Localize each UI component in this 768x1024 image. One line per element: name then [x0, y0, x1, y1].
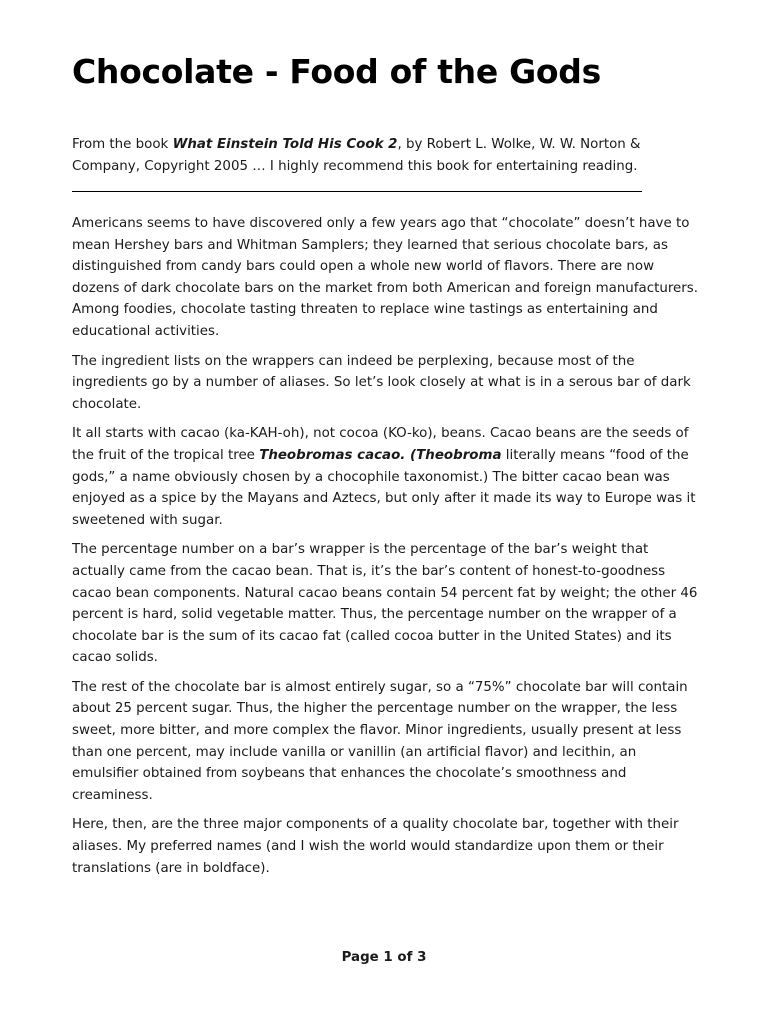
- scientific-name: Theobromas cacao. (Theobroma: [259, 447, 502, 463]
- page-title: Chocolate - Food of the Gods: [72, 52, 601, 91]
- paragraph-6: Here, then, are the three major components of a quality chocolate bar, together with their aliases. My preferred names (and I wish the world would standardize upon them or their translations (are in boldface).: [72, 817, 679, 876]
- paragraph-3: [72, 423, 704, 531]
- page-number: Page 1 of 3: [341, 950, 427, 965]
- source-citation: [72, 134, 692, 177]
- paragraph-3-part-2: literally means “food of the gods,” a name obviously chosen by a chocophile taxonomist.) The bitter cacao bean was enjoyed as a spice by the Mayans and Aztecs, but only after it made its way to Europe was it sweetened with sugar.: [72, 447, 696, 528]
- horizontal-rule: [72, 191, 642, 192]
- paragraph-3-part-1: It all starts with cacao (ka-KAH-oh), not cocoa (KO-ko), beans. Cacao beans are the seeds of the fruit of the tropical tree: [72, 426, 689, 463]
- paragraph-1: Americans seems to have discovered only a few years ago that “chocolate” doesn’t have to mean Hershey bars and Whitman Samplers; they learned that serious chocolate bars, as distinguished from candy bars could open a whole new world of flavors. There are now dozens of dark chocolate bars on the market from both American and foreign manufacturers. Among foodies, chocolate tasting threaten to replace wine tastings as entertaining and educational activities.: [72, 216, 699, 339]
- paragraph-4: The percentage number on a bar’s wrapper is the percentage of the bar’s weight that actually came from the cacao bean. That is, it’s the bar’s content of honest-to-goodness cacao bean components. Natural cacao beans contain 54 percent fat by weight; the other 46 percent is hard, solid vegetable matter. Thus, the percentage number on the wrapper of a chocolate bar is the sum of its cacao fat (called cocoa butter in the United States) and its cacao solids.: [72, 542, 698, 666]
- paragraph-2: The ingredient lists on the wrappers can indeed be perplexing, because most of the ingredients go by a number of aliases. So let’s look closely at what is in a serous bar of dark chocolate.: [72, 353, 691, 412]
- citation-suffix: , by Robert L. Wolke, W. W. Norton & Company, Copyright 2005 … I highly recommend this book for entertaining reading.: [72, 137, 641, 174]
- article-body: [72, 213, 704, 887]
- citation-prefix: From the book: [72, 137, 173, 152]
- paragraph-5: The rest of the chocolate bar is almost entirely sugar, so a “75%” chocolate bar will contain about 25 percent sugar. Thus, the higher the percentage number on the wrapper, the less sweet, more bitter, and more complex the flavor. Minor ingredients, usually present at less than one percent, may include vanilla or vanillin (an artificial flavor) and lecithin, an emulsifier obtained from soybeans that enhances the chocolate’s smoothness and creaminess.: [72, 679, 688, 803]
- book-title: What Einstein Told His Cook 2: [172, 137, 398, 152]
